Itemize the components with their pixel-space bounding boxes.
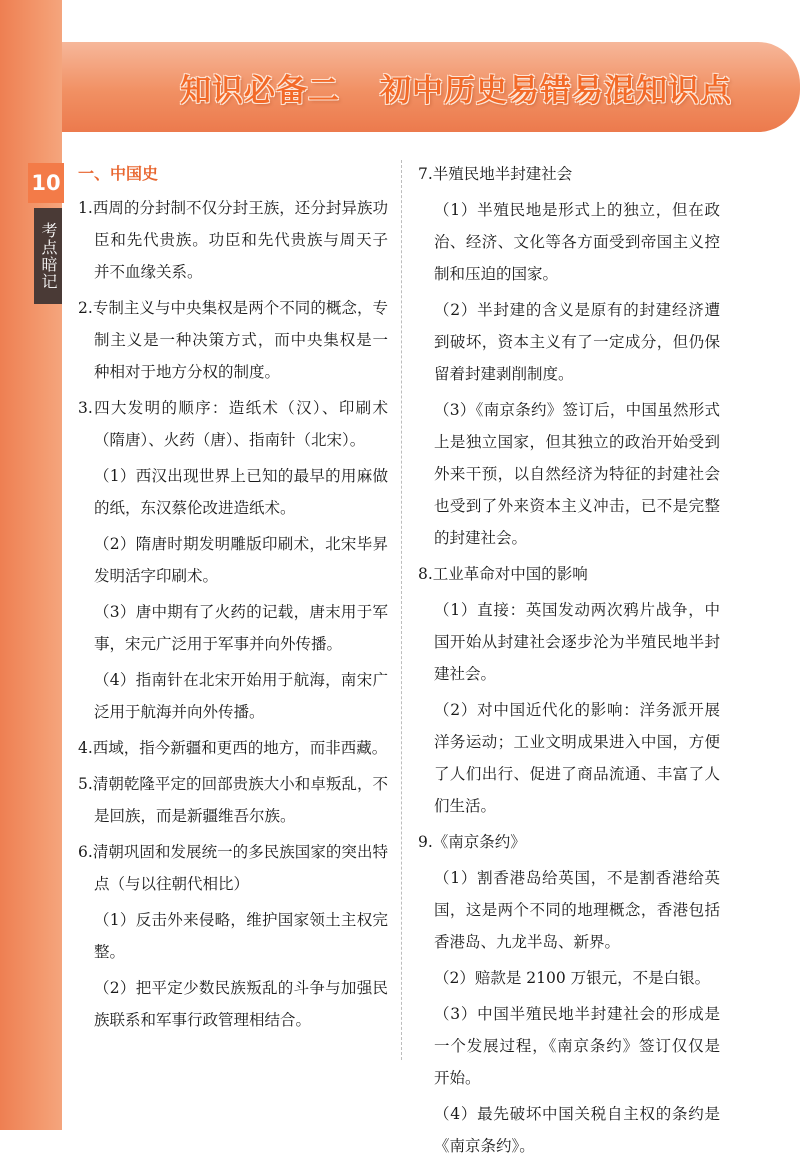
knowledge-point: 6.清朝巩固和发展统一的多民族国家的突出特点（与以往朝代相比） — [78, 843, 388, 893]
knowledge-point: 8.工业革命对中国的影响 — [418, 565, 588, 583]
knowledge-subpoint: （2）隋唐时期发明雕版印刷术，北宋毕昇发明活字印刷术。 — [94, 535, 388, 585]
knowledge-point: 2.专制主义与中央集权是两个不同的概念，专制主义是一种决策方式，而中央集权是一种相对于地方分权的制度。 — [78, 299, 388, 381]
knowledge-point: 5.清朝乾隆平定的回部贵族大小和卓叛乱，不是回族，而是新疆维吾尔族。 — [78, 775, 388, 825]
knowledge-subpoint: （2）对中国近代化的影响：洋务派开展洋务运动；工业文明成果进入中国，方便了人们出行、促进了商品流通、丰富了人们生活。 — [434, 701, 720, 815]
title-banner — [62, 42, 800, 132]
page-number: 10 — [28, 163, 64, 203]
knowledge-subpoint: （2）半封建的含义是原有的封建经济遭到破坏，资本主义有了一定成分，但仍保留着封建剥削制度。 — [434, 301, 720, 383]
page-title — [142, 60, 770, 114]
knowledge-subpoint: （1）西汉出现世界上已知的最早的用麻做的纸，东汉蔡伦改进造纸术。 — [94, 467, 388, 517]
knowledge-subpoint: （1）反击外来侵略，维护国家领土主权完整。 — [94, 911, 388, 961]
section-heading: 一、中国史 — [78, 164, 159, 183]
knowledge-point: 3.四大发明的顺序：造纸术（汉）、印刷术（隋唐）、火药（唐）、指南针（北宋）。 — [78, 399, 388, 449]
knowledge-point: 7.半殖民地半封建社会 — [418, 165, 573, 183]
knowledge-point: 9.《南京条约》 — [418, 833, 526, 851]
knowledge-subpoint: （2）把平定少数民族叛乱的斗争与加强民族联系和军事行政管理相结合。 — [94, 979, 388, 1029]
knowledge-subpoint: （1）直接：英国发动两次鸦片战争，中国开始从封建社会逐步沦为半殖民地半封建社会。 — [434, 601, 720, 683]
knowledge-subpoint: （3）唐中期有了火药的记载，唐末用于军事，宋元广泛用于军事并向外传播。 — [94, 603, 388, 653]
knowledge-subpoint: （3）《南京条约》签订后，中国虽然形式上是独立国家，但其独立的政治开始受到外来干预，以自然经济为特征的封建社会也受到了外来资本主义冲击，已不是完整的封建社会。 — [434, 401, 720, 547]
knowledge-point: 4.西域，指今新疆和更西的地方，而非西藏。 — [78, 739, 388, 757]
knowledge-point: 1.西周的分封制不仅分封王族，还分封异族功臣和先代贵族。功臣和先代贵族与周天子并不血缘关系。 — [78, 199, 388, 281]
knowledge-subpoint: （4）最先破坏中国关税自主权的条约是《南京条约》。 — [434, 1105, 720, 1155]
title-part-2: 初中历史易错易混知识点 — [380, 72, 732, 109]
knowledge-subpoint: （1）半殖民地是形式上的独立，但在政治、经济、文化等各方面受到帝国主义控制和压迫的国家。 — [434, 201, 720, 283]
section-label: 考点暗记 — [34, 208, 62, 304]
knowledge-subpoint: （2）赔款是 2100 万银元，不是白银。 — [434, 969, 711, 987]
column-divider — [401, 160, 402, 1060]
right-column — [418, 158, 720, 1166]
knowledge-subpoint: （1）割香港岛给英国，不是割香港给英国，这是两个不同的地理概念，香港包括香港岛、九龙半岛、新界。 — [434, 869, 720, 951]
left-column — [78, 158, 388, 1040]
title-part-1: 知识必备二 — [180, 72, 340, 109]
knowledge-subpoint: （3）中国半殖民地半封建社会的形成是一个发展过程，《南京条约》签订仅仅是开始。 — [434, 1005, 720, 1087]
knowledge-subpoint: （4）指南针在北宋开始用于航海，南宋广泛用于航海并向外传播。 — [94, 671, 388, 721]
